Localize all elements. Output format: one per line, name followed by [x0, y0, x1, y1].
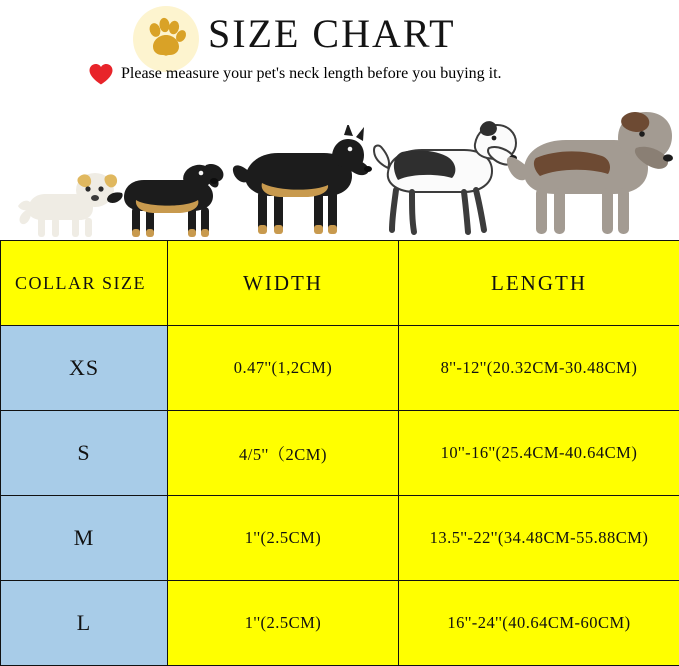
table-row [1, 581, 679, 666]
cell-length-xs: 8''-12''(20.32CM-30.48CM) [399, 326, 679, 411]
cell-length-s: 10''-16''(25.4CM-40.64CM) [399, 411, 679, 496]
page-title: SIZE CHART [208, 10, 456, 57]
doberman [232, 125, 374, 240]
header [0, 0, 679, 110]
cell-width-s: 4/5''（2CM) [168, 411, 399, 496]
dog-illustration-band [0, 112, 679, 240]
cell-size-xs: XS [1, 326, 168, 411]
subtitle-text: Please measure your pet's neck length before you buying it. [121, 65, 502, 83]
table-row [1, 411, 679, 496]
small-white-dog [10, 162, 120, 240]
cell-size-m: M [1, 496, 168, 581]
cell-length-l: 16''-24''(40.64CM-60CM) [399, 581, 679, 666]
column-header-length: LENGTH [399, 241, 679, 326]
table-header-row [1, 241, 679, 326]
subtitle-row [88, 62, 502, 86]
cell-width-l: 1''(2.5CM) [168, 581, 399, 666]
heart-icon [88, 62, 114, 86]
table-row [1, 326, 679, 411]
table-row [1, 496, 679, 581]
wirehaired-pointing-griffon [506, 112, 674, 240]
cell-size-s: S [1, 411, 168, 496]
greyhound [372, 118, 518, 240]
cell-length-m: 13.5''-22''(34.48CM-55.88CM) [399, 496, 679, 581]
size-chart-table [0, 240, 679, 666]
dachshund [106, 145, 228, 240]
cell-width-m: 1''(2.5CM) [168, 496, 399, 581]
cell-width-xs: 0.47''(1,2CM) [168, 326, 399, 411]
cell-size-l: L [1, 581, 168, 666]
column-header-width: WIDTH [168, 241, 399, 326]
column-header-collar-size: COLLAR SIZE [1, 241, 168, 326]
